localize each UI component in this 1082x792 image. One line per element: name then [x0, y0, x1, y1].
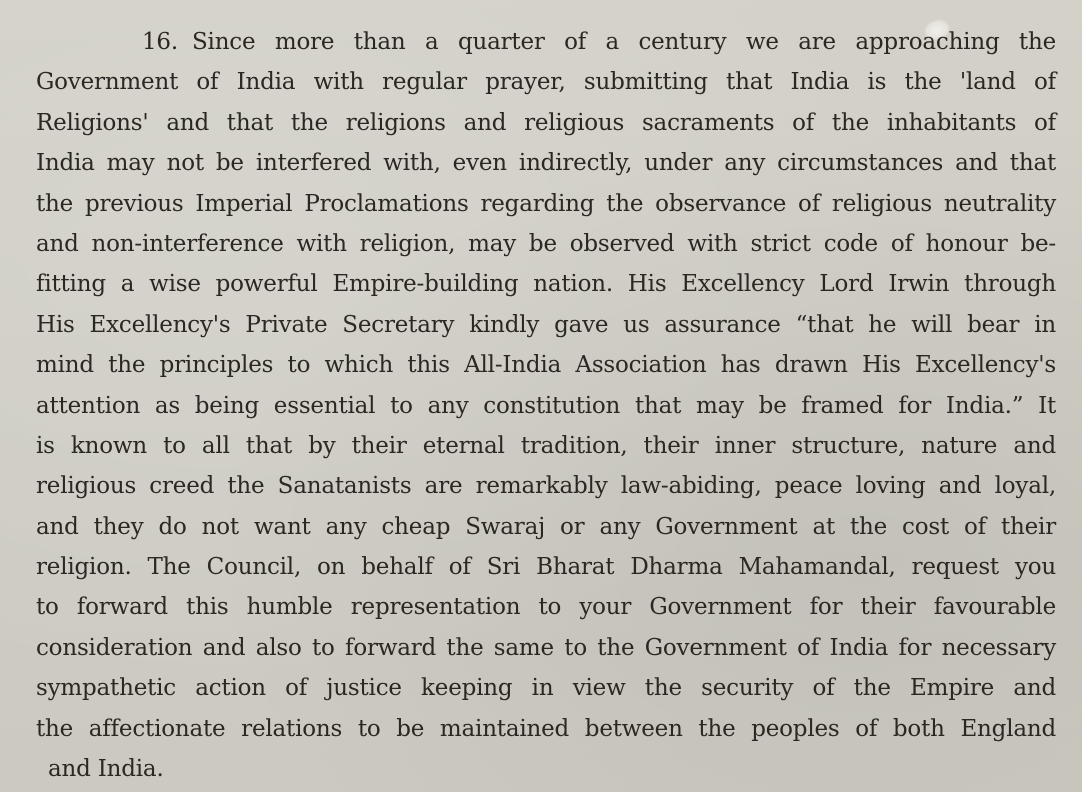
paragraph-16: [36, 22, 1056, 789]
text-line: the affectionate relations to be maintained between the peoples of both England: [36, 715, 1056, 742]
text-line: consideration and also to forward the same to the Government of India for necessary: [36, 634, 1056, 661]
text-line: His Excellency's Private Secretary kindly gave us assurance “that he will bear in: [36, 311, 1056, 338]
text-line: Religions' and that the religions and religious sacraments of the inhabitants of: [36, 109, 1056, 136]
text-line: India may not be interfered with, even indirectly, under any circumstances and that: [36, 150, 1056, 177]
text-line: and India.: [48, 756, 164, 783]
text-line: fitting a wise powerful Empire-building nation. His Excellency Lord Irwin through: [36, 271, 1056, 298]
text-line: Government of India with regular prayer, submitting that India is the 'land of: [36, 69, 1056, 96]
text-line: religion. The Council, on behalf of Sri Bharat Dharma Mahamandal, request you: [36, 554, 1056, 581]
text-line: mind the principles to which this All-India Association has drawn His Excellency's: [36, 352, 1056, 379]
text-line: to forward this humble representation to your Government for their favourable: [36, 594, 1056, 621]
text-line: and they do not want any cheap Swaraj or any Government at the cost of their: [36, 513, 1056, 540]
text-line: attention as being essential to any constitution that may be framed for India.” It: [36, 392, 1056, 419]
text-line: and non-interference with religion, may be observed with strict code of honour be-: [36, 230, 1056, 257]
paragraph-number: 16.: [142, 29, 178, 55]
text-line: religious creed the Sanatanists are remarkably law-abiding, peace loving and loyal,: [36, 473, 1056, 500]
text-line: is known to all that by their eternal tradition, their inner structure, nature and: [36, 432, 1056, 459]
text-line-content: Since more than a quarter of a century we are approaching the: [191, 29, 1056, 55]
text-line: [36, 22, 1056, 62]
text-line: the previous Imperial Proclamations regarding the observance of religious neutrality: [36, 190, 1056, 217]
text-line: sympathetic action of justice keeping in view the security of the Empire and: [36, 675, 1056, 702]
